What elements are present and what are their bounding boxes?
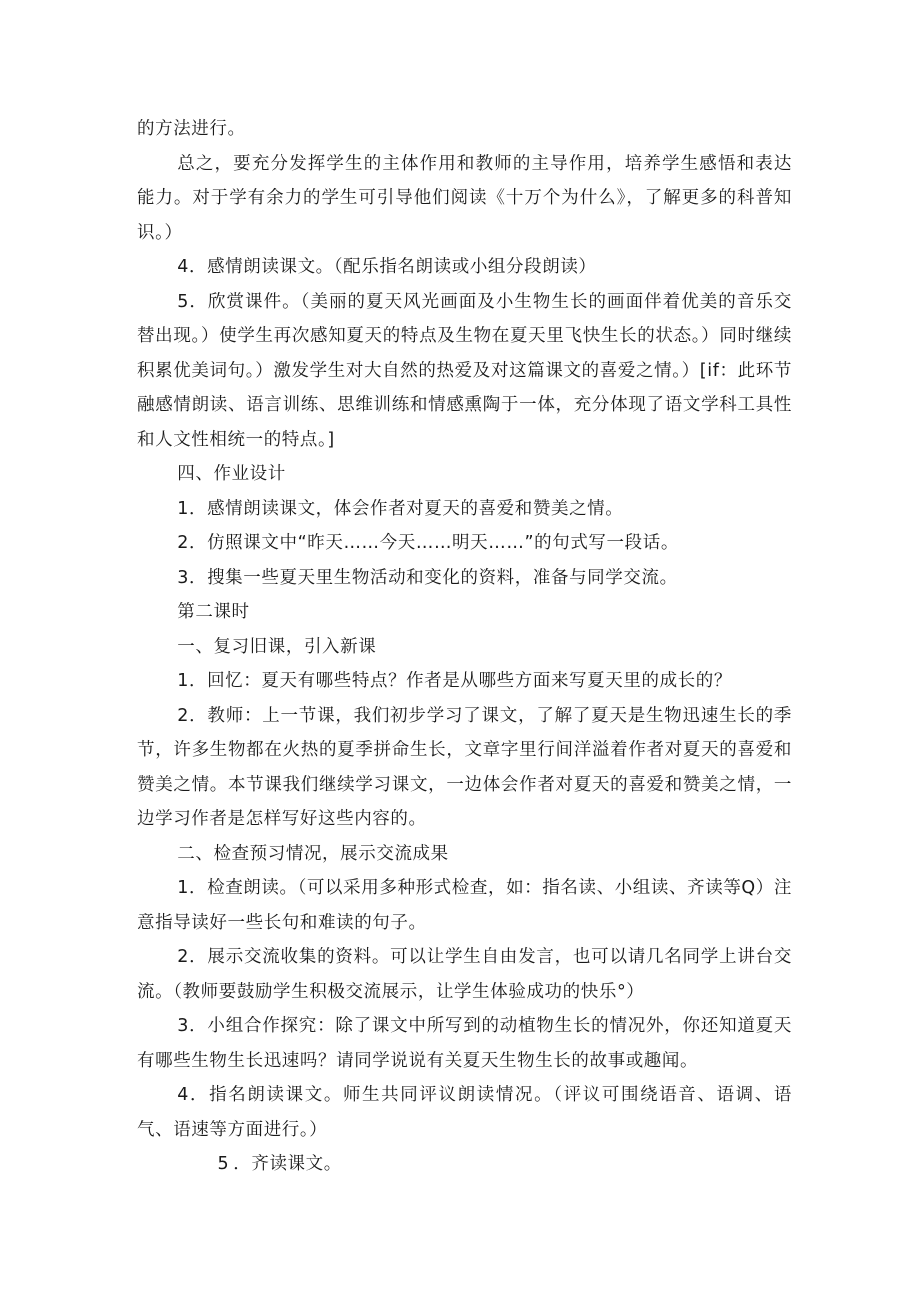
paragraph: 1．检查朗读。（可以采用多种形式检查，如：指名读、小组读、齐读等Q）注意指导读好一些长句和难读的句子。 bbox=[137, 878, 792, 933]
paragraph: 的方法进行。 bbox=[137, 119, 246, 139]
section-heading: 四、作业设计 bbox=[177, 464, 286, 484]
paragraph: 3．搜集一些夏天里生物活动和变化的资料，准备与同学交流。 bbox=[177, 567, 678, 588]
paragraph: 3．小组合作探究：除了课文中所写到的动植物生长的情况外，你还知道夏天有哪些生物生长迅速吗？请同学说说有关夏天生物生长的故事或趣闻。 bbox=[137, 1016, 792, 1071]
paragraph: 4．感情朗读课文。（配乐指名朗读或小组分段朗读） bbox=[177, 257, 597, 277]
item-number: 5 bbox=[217, 1154, 230, 1174]
paragraph: 5．欣赏课件。（美丽的夏天风光画面及小生物生长的画面伴着优美的音乐交替出现。）使学生再次感知夏天的特点及生物在夏天里飞快生长的状态。）同时继续积累优美词句。）激发学生对大自然的热爱及对这篇课文的喜爱之情。）[if：此环节融感情朗读、语言训练、思维训练和情感熏陶于一体，充分体现了语文学科工具性和人文性相统一的特点。] bbox=[137, 291, 792, 450]
paragraph: 2．教师：上一节课，我们初步学习了课文，了解了夏天是生物迅速生长的季节，许多生物都在火热的夏季拼命生长，文章字里行间洋溢着作者对夏天的喜爱和赞美之情。本节课我们继续学习课文，一边体会作者对夏天的喜爱和赞美之情，一边学习作者是怎样写好这些内容的。 bbox=[137, 705, 792, 829]
section-heading: 一、复习旧课，引入新课 bbox=[177, 636, 377, 657]
section-heading: 二、检查预习情况，展示交流成果 bbox=[177, 843, 449, 864]
item-text: ．齐读课文。 bbox=[233, 1154, 342, 1174]
paragraph-last bbox=[137, 1147, 792, 1182]
document-body bbox=[137, 112, 792, 1182]
section-heading: 第二课时 bbox=[177, 602, 250, 622]
paragraph: 1．回忆：夏天有哪些特点？作者是从哪些方面来写夏天里的成长的？ bbox=[177, 671, 732, 691]
paragraph: 总之，要充分发挥学生的主体作用和教师的主导作用，培养学生感悟和表达能力。对于学有余力的学生可引导他们阅读《十万个为什么》，了解更多的科普知识。） bbox=[137, 153, 792, 243]
paragraph: 2．展示交流收集的资料。可以让学生自由发言，也可以请几名同学上讲台交流。（教师要鼓励学生积极交流展示，让学生体验成功的快乐°） bbox=[137, 947, 792, 1002]
paragraph: 1．感情朗读课文，体会作者对夏天的喜爱和赞美之情。 bbox=[177, 498, 624, 519]
paragraph: 4．指名朗读课文。师生共同评议朗读情况。（评议可围绕语音、语调、语气、语速等方面进行。） bbox=[137, 1085, 792, 1140]
paragraph: 2．仿照课文中“昨天……今天……明天……”的句式写一段话。 bbox=[177, 533, 679, 553]
